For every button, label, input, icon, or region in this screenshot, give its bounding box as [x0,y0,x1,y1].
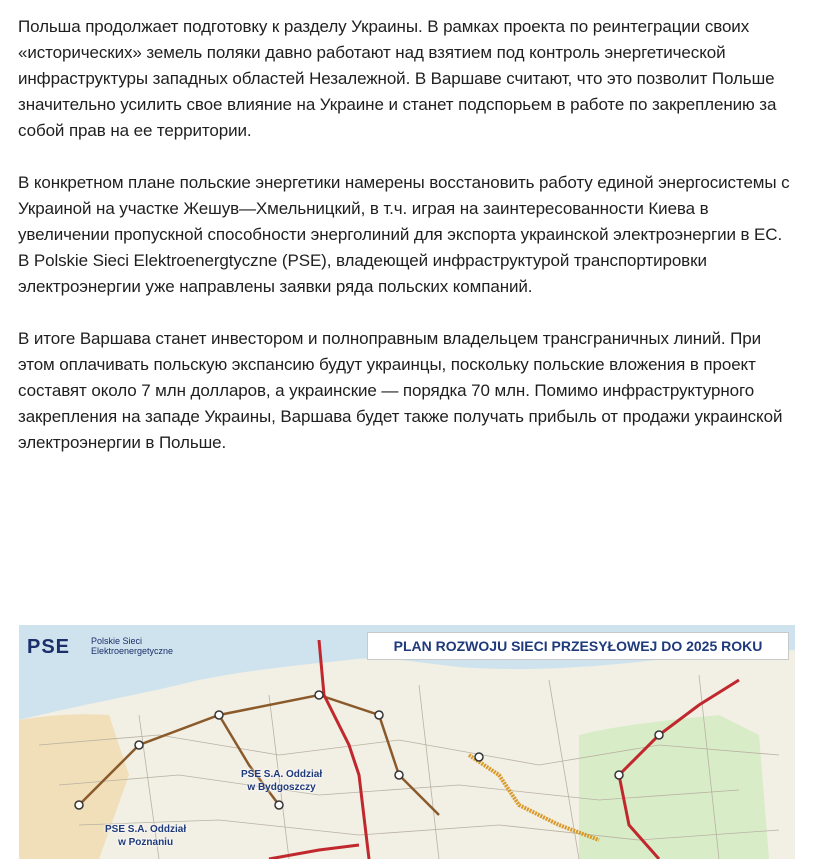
pse-logo-text [91,636,173,656]
map-title: PLAN ROZWOJU SIECI PRZESYŁOWEJ DO 2025 ROKU [367,632,789,660]
logo-line-1: Polskie Sieci [91,636,143,646]
grid-development-map [19,625,795,859]
branch-label-poznan: PSE S.A. Oddział w Poznaniu [105,824,187,848]
article-paragraph: В итоге Варшава станет инвестором и полноправным владельцем трансграничных линий. При этом оплачивать польскую экспансию будут украинцы, поскольку польские вложения в проект составят около 7 млн долларов, а украинские — порядка 70 млн. Помимо инфраструктурного закрепления на западе Украины, Варшава будет также получать прибыль от продажи украинской электроэнергии в Польше. [18,329,783,452]
article-body [18,14,793,482]
article-paragraph: В конкретном плане польские энергетики намерены восстановить работу единой энергосистемы с Украиной на участке Жешув—Хмельницкий, в т.ч. играя на заинтересованности Киева в увеличении пропускной способности энерголиний для экспорта украинской электроэнергии в ЕС. В Polskie Sieci Elektroenergtyczne (PSE), владеющей инфраструктурой транспортировки электроэнергии уже направлены заявки ряда польских компаний. [18,173,790,296]
pse-logo [27,635,173,657]
branch-label-bydgoszcz: PSE S.A. Oddział w Bydgoszczy [241,769,323,793]
article-paragraph: Польша продолжает подготовку к разделу Украины. В рамках проекта по реинтеграции своих «исторических» земель поляки давно работают над взятием под контроль энергетической инфраструктуры западных областей Незалежной. В Варшаве считают, что это позволит Польше значительно усилить свое влияние на Украине и станет подспорьем в работе по закреплению за собой прав на ее территории. [18,17,777,140]
svg-text:PSE: PSE [27,636,71,657]
pse-logo-mark [27,635,87,657]
logo-line-2: Elektroenergetyczne [91,646,174,656]
